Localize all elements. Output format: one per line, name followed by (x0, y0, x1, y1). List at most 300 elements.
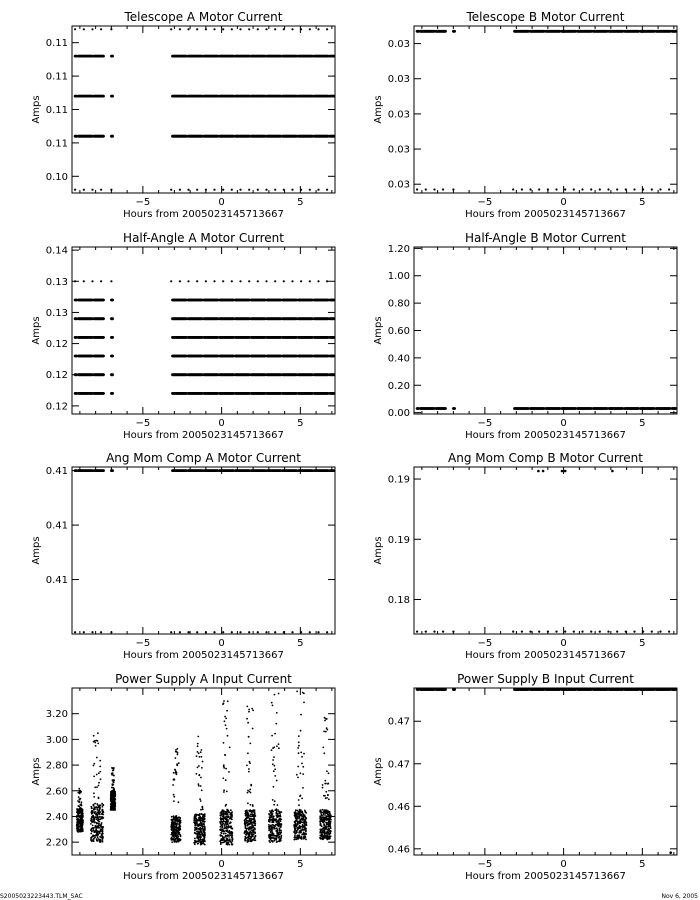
data-point (674, 407, 677, 410)
data-point (300, 189, 302, 191)
data-point (521, 188, 523, 190)
data-point (633, 631, 635, 633)
data-point (97, 837, 99, 839)
data-point (93, 776, 95, 778)
data-point (172, 784, 174, 786)
y-tick-label: 0.19 (387, 474, 410, 486)
data-point (222, 189, 224, 191)
data-point (222, 28, 224, 30)
data-point (231, 189, 233, 191)
data-point (179, 280, 181, 282)
data-point (187, 280, 189, 282)
data-point (111, 135, 114, 138)
data-point (170, 28, 172, 30)
data-point (291, 631, 293, 633)
data-point (317, 280, 319, 282)
data-point (171, 824, 173, 826)
data-point (196, 280, 198, 282)
data-point (90, 823, 92, 825)
data-point (113, 787, 115, 789)
data-point (291, 189, 293, 191)
data-point (99, 816, 101, 818)
data-point (171, 819, 173, 821)
plot-frame (414, 26, 677, 193)
data-point (433, 188, 435, 190)
data-point (257, 280, 259, 282)
data-point (187, 189, 189, 191)
data-point (171, 832, 173, 834)
chart-title: Ang Mom Comp B Motor Current (448, 451, 643, 465)
chart-title: Telescope A Motor Current (124, 10, 283, 24)
data-point (76, 828, 78, 830)
data-point (309, 631, 311, 633)
data-point (205, 631, 207, 633)
chart-panel (373, 451, 677, 661)
data-point (616, 188, 618, 190)
data-point (309, 280, 311, 282)
data-point (309, 189, 311, 191)
data-point (100, 778, 102, 780)
data-point (80, 810, 82, 812)
data-point (111, 469, 114, 472)
data-point (332, 373, 335, 376)
data-point (248, 28, 250, 30)
data-point (564, 188, 566, 190)
chart-panel (31, 10, 335, 220)
x-axis-label: Hours from 2005023145713667 (123, 650, 284, 661)
data-point (529, 188, 531, 190)
data-point (81, 829, 83, 831)
data-point (173, 772, 175, 774)
data-point (444, 407, 447, 410)
data-point (222, 280, 224, 282)
y-tick-label: 3.20 (45, 709, 68, 721)
data-point (444, 30, 447, 33)
data-point (274, 280, 276, 282)
x-tick-label: −5 (135, 638, 151, 649)
data-point (100, 631, 102, 633)
data-point (176, 825, 178, 827)
y-axis-label: Amps (373, 95, 384, 124)
data-point (179, 28, 181, 30)
data-point (173, 831, 175, 833)
data-point (179, 839, 181, 841)
data-point (78, 788, 80, 790)
data-point (332, 135, 335, 138)
data-point (77, 808, 79, 810)
data-point (93, 830, 95, 832)
y-axis-label: Amps (373, 316, 384, 345)
data-point (205, 280, 207, 282)
data-point (102, 355, 105, 358)
data-point (96, 774, 98, 776)
data-point (100, 831, 102, 833)
data-point (77, 818, 79, 820)
data-point (112, 779, 114, 781)
data-point (74, 280, 76, 282)
data-point (96, 838, 98, 840)
data-point (102, 839, 104, 841)
data-point (102, 336, 105, 339)
data-point (599, 188, 601, 190)
data-point (599, 631, 601, 633)
data-point (102, 826, 104, 828)
y-axis-label: Amps (31, 536, 42, 565)
data-point (179, 826, 181, 828)
data-point (442, 631, 444, 633)
data-point (111, 55, 114, 58)
data-point (111, 805, 113, 807)
data-point (112, 783, 114, 785)
data-point (80, 803, 82, 805)
data-point (283, 189, 285, 191)
data-point (178, 817, 180, 819)
data-point (91, 812, 93, 814)
data-point (326, 28, 328, 30)
data-point (98, 797, 100, 799)
chart-title: Power Supply A Input Current (115, 672, 292, 686)
data-point (196, 189, 198, 191)
data-point (94, 786, 96, 788)
data-point (96, 813, 98, 815)
data-point (187, 28, 189, 30)
y-axis-label: Amps (31, 316, 42, 345)
data-point (174, 822, 176, 824)
data-point (97, 826, 99, 828)
data-point (433, 631, 435, 633)
data-point (94, 808, 96, 810)
data-point (90, 833, 92, 835)
data-point (213, 189, 215, 191)
data-point (172, 821, 174, 823)
data-point (74, 189, 76, 191)
data-point (94, 742, 96, 744)
data-point (74, 631, 76, 633)
data-point (95, 745, 97, 747)
data-point (98, 824, 100, 826)
data-point (111, 95, 114, 98)
data-point (95, 806, 97, 808)
data-point (98, 839, 100, 841)
x-axis-label: Hours from 2005023145713667 (123, 871, 284, 882)
x-tick-label: 0 (218, 418, 225, 429)
data-point (332, 392, 335, 395)
data-point (179, 824, 181, 826)
data-point (76, 826, 78, 828)
data-point (110, 631, 112, 633)
data-point (659, 188, 661, 190)
data-point (95, 817, 97, 819)
y-tick-label: 0.40 (387, 353, 410, 365)
data-points (74, 469, 335, 633)
data-point (79, 830, 81, 832)
data-point (248, 280, 250, 282)
data-point (283, 28, 285, 30)
y-tick-label: 2.60 (45, 786, 68, 798)
x-tick-label: −5 (477, 197, 493, 208)
data-point (111, 336, 114, 339)
data-point (99, 760, 101, 762)
y-tick-label: 0.11 (45, 38, 68, 50)
data-point (174, 829, 176, 831)
data-point (95, 811, 97, 813)
data-point (77, 805, 79, 807)
data-point (625, 631, 627, 633)
y-tick-label: 0.12 (45, 339, 68, 351)
data-point (239, 189, 241, 191)
data-point (332, 55, 335, 58)
data-point (112, 772, 114, 774)
data-point (175, 841, 177, 843)
data-point (425, 631, 427, 633)
x-tick-label: 5 (639, 638, 646, 649)
data-point (590, 631, 592, 633)
x-tick-label: 5 (297, 418, 304, 429)
data-point (99, 766, 101, 768)
data-point (93, 763, 95, 765)
data-point (102, 317, 105, 320)
data-point (265, 28, 267, 30)
data-point (213, 280, 215, 282)
data-point (102, 809, 104, 811)
data-point (97, 743, 99, 745)
data-point (416, 188, 418, 190)
data-point (111, 392, 114, 395)
data-points (416, 407, 677, 410)
data-point (83, 189, 85, 191)
data-point (102, 804, 104, 806)
x-tick-label: −5 (477, 638, 493, 649)
data-point (291, 280, 293, 282)
data-point (100, 818, 102, 820)
data-point (171, 841, 173, 843)
chart-panel (31, 451, 335, 661)
data-point (317, 631, 319, 633)
data-point (173, 835, 175, 837)
data-point (564, 631, 566, 633)
data-point (79, 807, 81, 809)
data-point (97, 833, 99, 835)
data-point (95, 825, 97, 827)
x-tick-label: −5 (477, 418, 493, 429)
data-point (213, 631, 215, 633)
data-point (326, 280, 328, 282)
data-point (114, 792, 116, 794)
data-point (642, 631, 644, 633)
x-tick-label: −5 (135, 197, 151, 208)
data-point (283, 280, 285, 282)
y-tick-label: 0.03 (387, 144, 410, 156)
data-point (607, 188, 609, 190)
data-point (205, 189, 207, 191)
data-point (96, 786, 98, 788)
data-point (581, 631, 583, 633)
data-point (90, 820, 92, 822)
plot-frame (72, 247, 335, 414)
data-point (453, 30, 456, 33)
data-point (91, 840, 93, 842)
data-point (92, 834, 94, 836)
data-point (177, 748, 179, 750)
plot-frame (72, 467, 335, 634)
data-point (101, 813, 103, 815)
y-tick-label: 0.12 (45, 370, 68, 382)
data-point (111, 317, 114, 320)
data-point (332, 317, 335, 320)
data-point (265, 189, 267, 191)
data-point (265, 280, 267, 282)
y-tick-label: 0.18 (387, 594, 410, 606)
data-point (651, 631, 653, 633)
y-tick-label: 0.11 (45, 105, 68, 116)
data-point (300, 631, 302, 633)
data-point (175, 757, 177, 759)
data-point (642, 188, 644, 190)
data-point (97, 815, 99, 817)
data-point (174, 824, 176, 826)
x-tick-label: 5 (297, 859, 304, 870)
data-point (561, 470, 564, 473)
x-axis-label: Hours from 2005023145713667 (123, 209, 284, 220)
chart-panel (31, 231, 335, 441)
y-tick-label: 0.13 (45, 307, 68, 319)
data-point (309, 28, 311, 30)
data-point (93, 805, 95, 807)
data-point (205, 28, 207, 30)
data-point (102, 95, 105, 98)
data-point (110, 189, 112, 191)
data-point (521, 631, 523, 633)
data-point (231, 28, 233, 30)
y-tick-label: 1.20 (387, 243, 410, 255)
data-point (332, 336, 335, 339)
data-point (611, 470, 614, 473)
y-tick-label: 0.80 (387, 298, 410, 310)
data-point (92, 838, 94, 840)
chart-panel (373, 10, 677, 220)
data-point (99, 771, 101, 773)
data-points (76, 691, 332, 846)
data-point (110, 796, 112, 798)
data-point (114, 802, 116, 804)
chart-title: Half-Angle A Motor Current (123, 231, 284, 245)
data-point (77, 822, 79, 824)
data-point (668, 188, 670, 190)
data-point (91, 631, 93, 633)
data-point (564, 470, 567, 473)
y-tick-label: 0.13 (45, 276, 68, 288)
y-tick-label: 0.41 (45, 466, 68, 478)
data-point (110, 280, 112, 282)
data-point (102, 373, 105, 376)
x-axis-label: Hours from 2005023145713667 (465, 209, 626, 220)
data-point (300, 28, 302, 30)
data-points (74, 280, 335, 395)
y-tick-label: 0.03 (387, 74, 410, 86)
data-point (95, 834, 97, 836)
data-point (537, 470, 540, 473)
x-tick-label: 5 (639, 197, 646, 208)
chart-title: Telescope B Motor Current (466, 10, 625, 24)
plot-frame (414, 247, 677, 414)
data-point (102, 806, 104, 808)
data-point (114, 805, 116, 807)
data-point (170, 280, 172, 282)
data-point (178, 801, 180, 803)
data-point (257, 28, 259, 30)
data-point (187, 631, 189, 633)
data-point (111, 767, 113, 769)
data-points (416, 30, 677, 191)
data-point (111, 355, 114, 358)
data-point (542, 470, 545, 473)
data-point (616, 631, 618, 633)
data-point (99, 805, 101, 807)
data-point (111, 795, 113, 797)
data-point (659, 631, 661, 633)
x-tick-label: 5 (639, 418, 646, 429)
data-point (173, 817, 175, 819)
data-point (91, 28, 93, 30)
data-point (83, 280, 85, 282)
y-tick-label: 2.80 (45, 760, 68, 772)
y-axis-label: Amps (31, 95, 42, 124)
x-tick-label: 0 (560, 638, 567, 649)
data-point (91, 827, 93, 829)
data-point (300, 280, 302, 282)
y-tick-label: 0.41 (45, 520, 68, 532)
data-point (113, 768, 115, 770)
data-point (538, 188, 540, 190)
data-point (176, 773, 178, 775)
data-point (265, 631, 267, 633)
data-point (112, 802, 114, 804)
data-point (111, 807, 113, 809)
data-point (538, 631, 540, 633)
data-point (239, 280, 241, 282)
data-point (83, 631, 85, 633)
data-point (102, 836, 104, 838)
data-point (93, 735, 95, 737)
data-point (82, 813, 84, 815)
data-point (100, 189, 102, 191)
data-point (176, 837, 178, 839)
data-point (82, 819, 84, 821)
data-point (317, 28, 319, 30)
data-point (97, 740, 99, 742)
data-point (80, 791, 82, 793)
y-tick-label: 0.12 (45, 401, 68, 413)
data-point (625, 188, 627, 190)
data-point (291, 28, 293, 30)
data-point (98, 772, 100, 774)
data-point (332, 299, 335, 302)
data-point (94, 821, 96, 823)
data-point (573, 188, 575, 190)
y-tick-label: 0.03 (387, 109, 410, 121)
y-tick-label: 2.40 (45, 811, 68, 823)
chart-panel (31, 672, 335, 882)
data-point (172, 839, 174, 841)
data-point (283, 631, 285, 633)
data-point (82, 826, 84, 828)
chart-panel (373, 231, 677, 441)
data-point (96, 809, 98, 811)
data-point (101, 833, 103, 835)
data-point (425, 188, 427, 190)
data-point (98, 782, 100, 784)
x-tick-label: −5 (135, 859, 151, 870)
